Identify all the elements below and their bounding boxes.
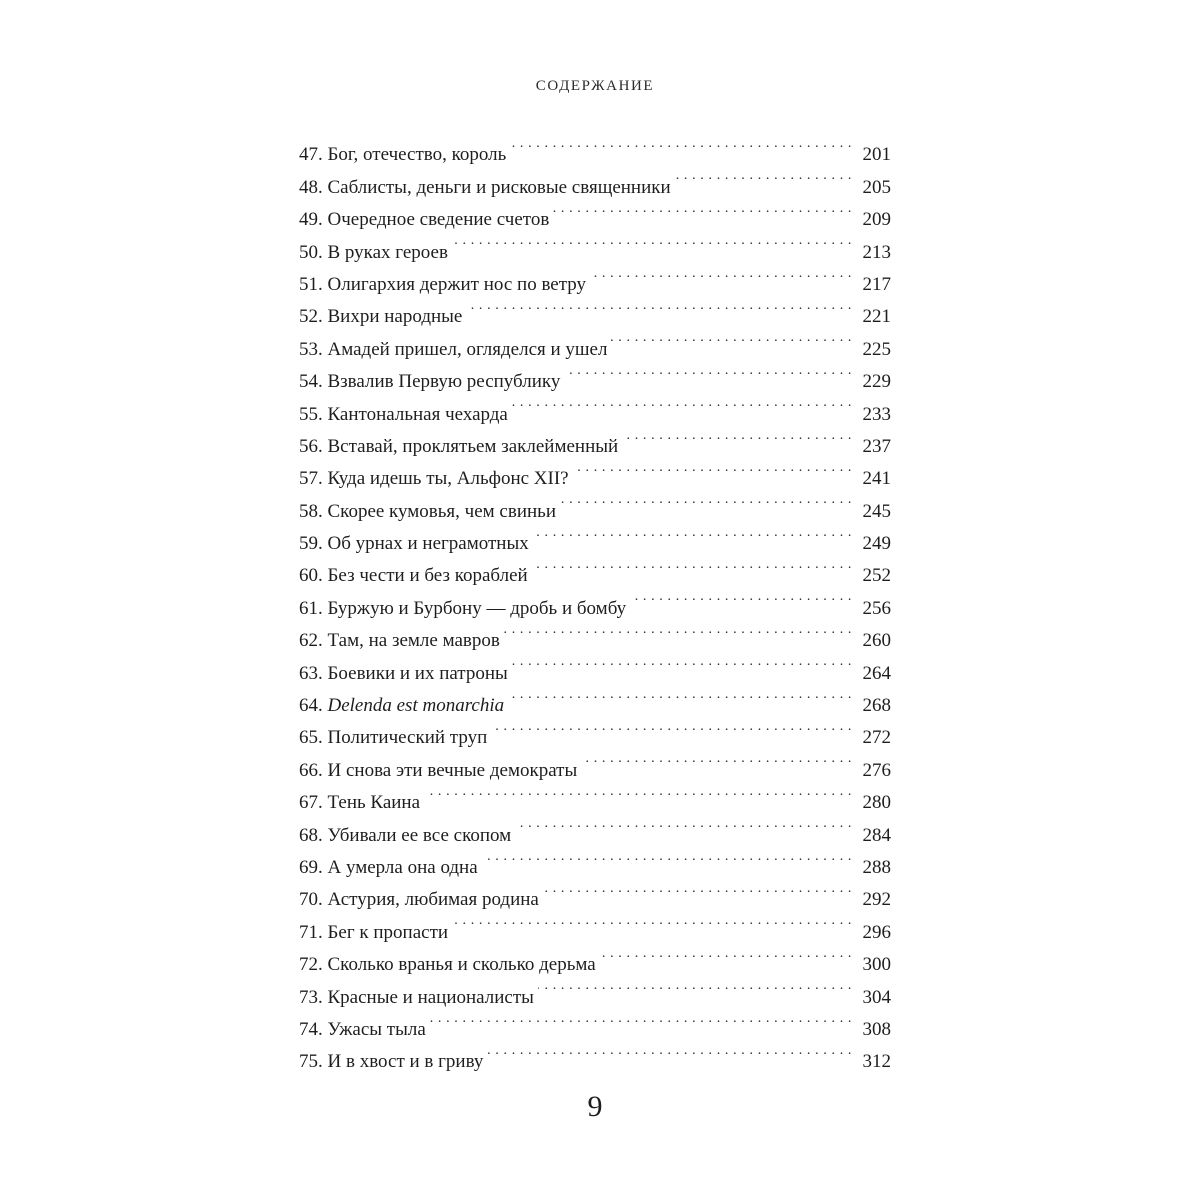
toc-entry-number: 62.: [299, 630, 323, 652]
toc-entry-number: 48.: [299, 176, 323, 198]
toc-entry-page: 260: [862, 630, 891, 652]
toc-entry-text: Политический труп: [327, 727, 488, 749]
toc-entry-page: 201: [862, 144, 891, 166]
toc-entry-page: 284: [862, 824, 891, 846]
toc-entry-number: 56.: [299, 435, 323, 457]
toc-entry-title: [299, 463, 569, 495]
toc-entry-number: 55.: [299, 403, 323, 425]
toc-entry: [299, 128, 891, 166]
toc-entry-text: А умерла она одна: [327, 856, 478, 878]
dot-leader: [538, 970, 852, 1002]
toc-entry-page: 221: [862, 306, 891, 328]
toc-entry-number: 71.: [299, 921, 323, 943]
dot-leader: [452, 225, 852, 257]
toc-entry-text: Очередное сведение счетов: [327, 209, 550, 231]
dot-leader: [553, 193, 852, 225]
dot-leader: [630, 581, 852, 613]
toc-entry-title: [299, 399, 508, 431]
toc-entry-text: Вихри народные: [327, 306, 463, 328]
dot-leader: [564, 355, 852, 387]
toc-entry-text: Буржую и Бурбону — дробь и бомбу: [327, 597, 627, 619]
toc-entry-number: 74.: [299, 1018, 323, 1040]
toc-entry-text: Куда идешь ты, Альфонс XII?: [327, 468, 569, 490]
toc-entry-title: [299, 722, 487, 754]
toc-entry-text: Delenda est monarchia: [327, 695, 505, 717]
toc-entry-page: 256: [862, 597, 891, 619]
toc-entry-title: [299, 690, 504, 722]
toc-entry-page: 237: [862, 435, 891, 457]
toc-entry-title: [299, 560, 528, 592]
toc-entry-page: 264: [862, 662, 891, 684]
toc-entry-text: И в хвост и в гриву: [327, 1051, 484, 1073]
toc-entry-number: 49.: [299, 209, 323, 231]
toc-entry-text: Там, на земле мавров: [327, 630, 500, 652]
dot-leader: [504, 614, 852, 646]
toc-entry-page: 296: [862, 921, 891, 943]
toc-entry-number: 72.: [299, 954, 323, 976]
toc-entry-text: Кантональная чехарда: [327, 403, 508, 425]
dot-leader: [532, 549, 852, 581]
toc-entry-page: 268: [862, 695, 891, 717]
dot-leader: [491, 711, 852, 743]
dot-leader: [590, 258, 852, 290]
toc-entry-page: 272: [862, 727, 891, 749]
toc-entry-number: 50.: [299, 241, 323, 263]
toc-entry-page: 217: [862, 273, 891, 295]
toc-entry-number: 57.: [299, 468, 323, 490]
dot-leader: [581, 743, 852, 775]
dot-leader: [512, 646, 852, 678]
toc-entry-number: 47.: [299, 144, 323, 166]
toc-entry-page: 300: [862, 954, 891, 976]
toc-entry-text: Бег к пропасти: [327, 921, 449, 943]
toc-entry-title: [299, 237, 448, 269]
dot-leader: [543, 873, 852, 905]
toc-entry-page: 280: [862, 792, 891, 814]
toc-entry-number: 73.: [299, 986, 323, 1008]
dot-leader: [515, 808, 852, 840]
toc-entry-page: 276: [862, 759, 891, 781]
dot-leader: [487, 1035, 852, 1067]
toc-entry-number: 75.: [299, 1051, 323, 1073]
toc-entry-text: Вставай, проклятьем заклейменный: [327, 435, 619, 457]
toc-entry-title: [299, 301, 462, 333]
toc-entry-page: 292: [862, 889, 891, 911]
toc-entry-title: [299, 1046, 483, 1078]
toc-entry-title: [299, 139, 506, 171]
toc-entry-page: 249: [862, 533, 891, 555]
toc-entry-text: Бог, отечество, король: [327, 144, 507, 166]
toc-entry-number: 58.: [299, 500, 323, 522]
dot-leader: [675, 160, 852, 192]
toc-entry-number: 70.: [299, 889, 323, 911]
toc-entry-number: 59.: [299, 533, 323, 555]
toc-entry-page: 241: [862, 468, 891, 490]
toc-entry-number: 60.: [299, 565, 323, 587]
toc-entry-title: [299, 787, 420, 819]
dot-leader: [430, 1003, 852, 1035]
dot-leader: [600, 938, 852, 970]
toc-entry-number: 52.: [299, 306, 323, 328]
toc-entry-text: Скорее кумовья, чем свиньи: [327, 500, 557, 522]
toc-entry-page: 252: [862, 565, 891, 587]
toc-entry-page: 312: [862, 1051, 891, 1073]
toc-entry-title: [299, 820, 511, 852]
toc-entry-text: Ужасы тыла: [327, 1018, 426, 1040]
toc-entry-number: 69.: [299, 856, 323, 878]
running-head: СОДЕРЖАНИЕ: [535, 78, 655, 94]
toc-entry-text: Красные и националисты: [327, 986, 534, 1008]
toc-entry-number: 65.: [299, 727, 323, 749]
dot-leader: [452, 905, 852, 937]
toc-entry-page: 209: [862, 209, 891, 231]
toc-entry-page: 229: [862, 371, 891, 393]
toc-entry-title: [299, 528, 529, 560]
toc-entry-page: 245: [862, 500, 891, 522]
toc-entry-title: [299, 625, 500, 657]
dot-leader: [508, 679, 852, 711]
dot-leader: [560, 484, 852, 516]
toc-entry-page: 225: [862, 338, 891, 360]
dot-leader: [573, 452, 852, 484]
page-number: 9: [587, 1090, 603, 1123]
toc-entry-text: Тень Каина: [327, 792, 421, 814]
toc-entry-page: 213: [862, 241, 891, 263]
toc-entry-number: 68.: [299, 824, 323, 846]
toc-entry-number: 67.: [299, 792, 323, 814]
dot-leader: [533, 517, 852, 549]
toc-entry-page: 205: [862, 176, 891, 198]
toc-entry-page: 233: [862, 403, 891, 425]
dot-leader: [622, 420, 852, 452]
toc-entry-number: 63.: [299, 662, 323, 684]
toc-entry-title: [299, 917, 448, 949]
dot-leader: [424, 776, 852, 808]
dot-leader: [611, 322, 852, 354]
toc-entry-text: И снова эти вечные демократы: [327, 759, 578, 781]
toc-entry-number: 66.: [299, 759, 323, 781]
toc-entry-number: 61.: [299, 597, 323, 619]
toc-entry-page: 308: [862, 1018, 891, 1040]
toc-entry-text: Без чести и без кораблей: [327, 565, 528, 587]
toc-entry-title: [299, 431, 618, 463]
toc-entry-text: Саблисты, деньги и рисковые священники: [327, 176, 671, 198]
toc-entry-text: Взвалив Первую республику: [327, 371, 561, 393]
toc-entry-title: [299, 334, 607, 366]
toc-entry-text: Убивали ее все скопом: [327, 824, 512, 846]
toc-entry-text: Боевики и их патроны: [327, 662, 508, 684]
toc-entry-title: [299, 1014, 426, 1046]
toc-entry-text: Сколько вранья и сколько дерьма: [327, 954, 596, 976]
toc-entry-title: [299, 852, 478, 884]
dot-leader: [482, 841, 852, 873]
toc-entry-text: В руках героев: [327, 241, 448, 263]
toc-entry-number: 53.: [299, 338, 323, 360]
toc-entry-number: 54.: [299, 371, 323, 393]
dot-leader: [512, 387, 852, 419]
toc-entry-text: Астурия, любимая родина: [327, 889, 539, 911]
toc-entry-page: 288: [862, 856, 891, 878]
toc-entry-text: Олигархия держит нос по ветру: [327, 273, 587, 295]
toc-entry-number: 51.: [299, 273, 323, 295]
toc-entry-number: 64.: [299, 695, 323, 717]
toc-entry-text: Об урнах и неграмотных: [327, 533, 529, 555]
dot-leader: [510, 128, 852, 160]
table-of-contents: [299, 128, 891, 1073]
toc-entry-title: [299, 496, 556, 528]
toc-entry-page: 304: [862, 986, 891, 1008]
toc-entry-text: Амадей пришел, огляделся и ушел: [327, 338, 608, 360]
dot-leader: [466, 290, 852, 322]
toc-entry-title: [299, 658, 508, 690]
